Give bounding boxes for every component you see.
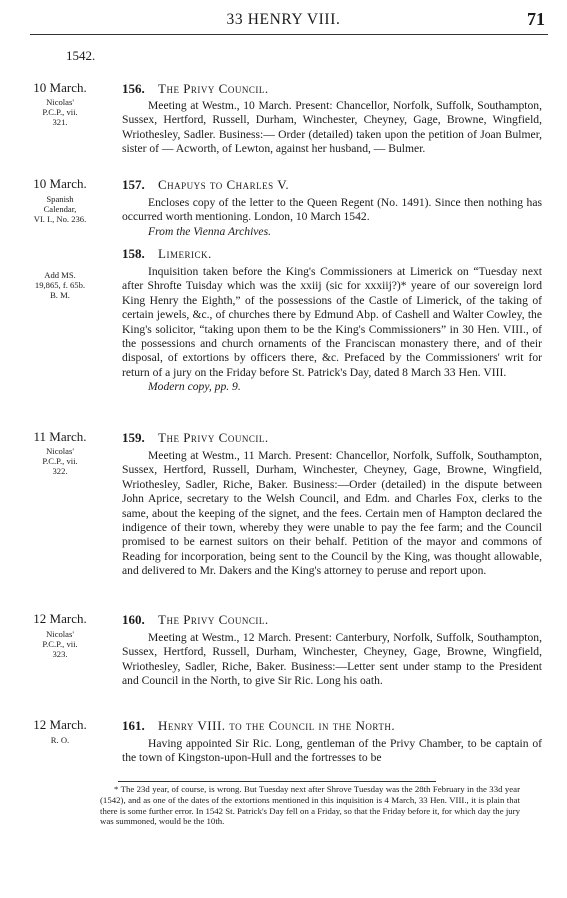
running-title: 33 HENRY VIII. [226,11,341,28]
footnote-rule [118,781,436,782]
entry-reference: Spanish Calendar, VI. I., No. 236. [33,194,87,225]
entry-title: The Privy Council. [158,430,269,445]
entry-date: 12 March. [33,611,87,626]
entry-title: Limerick. [158,246,212,261]
entry-body [122,737,542,766]
entry-heading [122,246,542,262]
entry-title: The Privy Council. [158,612,269,627]
entry-reference: Nicolas' P.C.P., vii. 322. [42,446,78,477]
entry-date: 11 March. [33,429,87,444]
entry-text: Meeting at Westm., 11 March. Present: Chancellor, Norfolk, Suffolk, Southampton, Sussex, Hertford, Russell, Durham, Winchester, Cheyney, Gage, Browne, Wingfield, Wriothesley, Sadler, Riche, Baker. Business:—Order (detailed) in the dispute between John Aprice, secretary to the Welsh Council, and Edm. and Charles Fox, clerks to the same, about the keeping of the signet, and the fees. Certain men of Hampton declared the indigence of their town, whereby they were unable to pay the fee farm; and the Council promised to be earnest suitors on their behalf. Petition of the mayor and commons of Reading for incorporation, being sent to the Council by the King, was thought allowable, and delivered to Mr. Dakers and the King's attorney to peruse and report upon. [122,449,542,578]
entry-title: The Privy Council. [158,81,269,96]
entry-number: 158. [122,246,145,261]
entry-number: 157. [122,177,145,192]
entry-body [122,196,542,239]
entry-source: From the Vienna Archives. [148,224,271,238]
entry-number: 161. [122,718,145,733]
entry-title: Henry VIII. to the Council in the North. [158,718,396,733]
entry-body [122,631,542,689]
entry-heading [122,718,542,734]
year-label: 1542. [66,48,96,63]
entry-heading [122,81,542,97]
entry-reference: Add MS. 19,865, f. 65b. B. M. [34,270,86,301]
entry-date: 10 March. [33,176,87,191]
entry-date: 10 March. [33,80,87,95]
entry-number: 159. [122,430,145,445]
entry-number: 156. [122,81,145,96]
entry-reference: Nicolas' P.C.P., vii. 323. [42,629,78,660]
entry-reference: Nicolas' P.C.P., vii. 321. [42,97,78,128]
entry-title: Chapuys to Charles V. [158,177,290,192]
entry-heading [122,612,542,628]
entry-body [122,265,542,395]
entry-number: 160. [122,612,145,627]
entry-heading [122,430,542,446]
entry-source: Modern copy, pp. 9. [148,380,241,394]
entry-text: Encloses copy of the letter to the Queen Regent (No. 1491). Since then nothing has occurred worth mentioning. London, 10 March 1542. [122,196,542,224]
header-rule [30,34,548,35]
entry-heading [122,177,542,193]
entry-reference: R. O. [50,735,70,745]
entry-text: Meeting at Westm., 10 March. Present: Chancellor, Norfolk, Suffolk, Southampton, Sussex, Hertford, Russell, Durham, Winchester, Cheyney, Gage, Browne, Wingfield, Wriothesley, Sadler. Business:— Order (detailed) taken upon the petition of Joan Bulmer, sister of — Acworth, of Lewton, against her husband, — Bulmer. [122,99,542,156]
entry-text: Having appointed Sir Ric. Long, gentleman of the Privy Chamber, to be captain of the town of Kingston-upon-Hull and the fortresses to be [122,737,542,765]
entry-body [122,449,542,579]
page-number: 71 [527,9,545,29]
footnote [100,784,520,827]
entry-body [122,99,542,157]
footnote-text: * The 23d year, of course, is wrong. But Tuesday next after Shrove Tuesday was the 28th February in the 33d year (1542), and as one of the dates of the extortions mentioned in this inquisition is 4 March, 33 Hen. VIII., it is plain that there is some further error. In 1542 St. Patrick's Day fell on a Friday, so that the Friday before it, for which day the jury was summoned, would be the 10th. [100,784,520,827]
entry-text: Inquisition taken before the King's Commissioners at Limerick on “Tuesday next after Shrofte Tuisday which was the xxiij (sic for xxxiij?)* yeare of our sovereign lord King Henry the Eighth,” of the possessions of the Castle of Limerick, of the taking of certain jewels, &c., of churches there by Edmund Abp. of Cashell and Walter Cowley, the King's solicitor, “taking upon them to be the King's Commissioners” in 30 Hen. VIII., of the possessions and church ornaments of the Franciscan monastery there, and of their disposal, of extortions by officers there, &c. Prefaced by the Commissioners' writ for return of a jury on the Friday before St. Patrick's Day, dated 8 March 33 Hen. VIII. [122,265,542,379]
entry-date: 12 March. [33,717,87,732]
entry-text: Meeting at Westm., 12 March. Present: Canterbury, Norfolk, Suffolk, Southampton, Sussex, Hertford, Russell, Durham, Winchester, Cheyney, Gage, Browne, Wingfield, Wriothesley, Sadler, Riche, Baker. Business:—Letter sent under stamp to the President and Council in the North, to give Sir Ric. Long his oath. [122,631,542,688]
